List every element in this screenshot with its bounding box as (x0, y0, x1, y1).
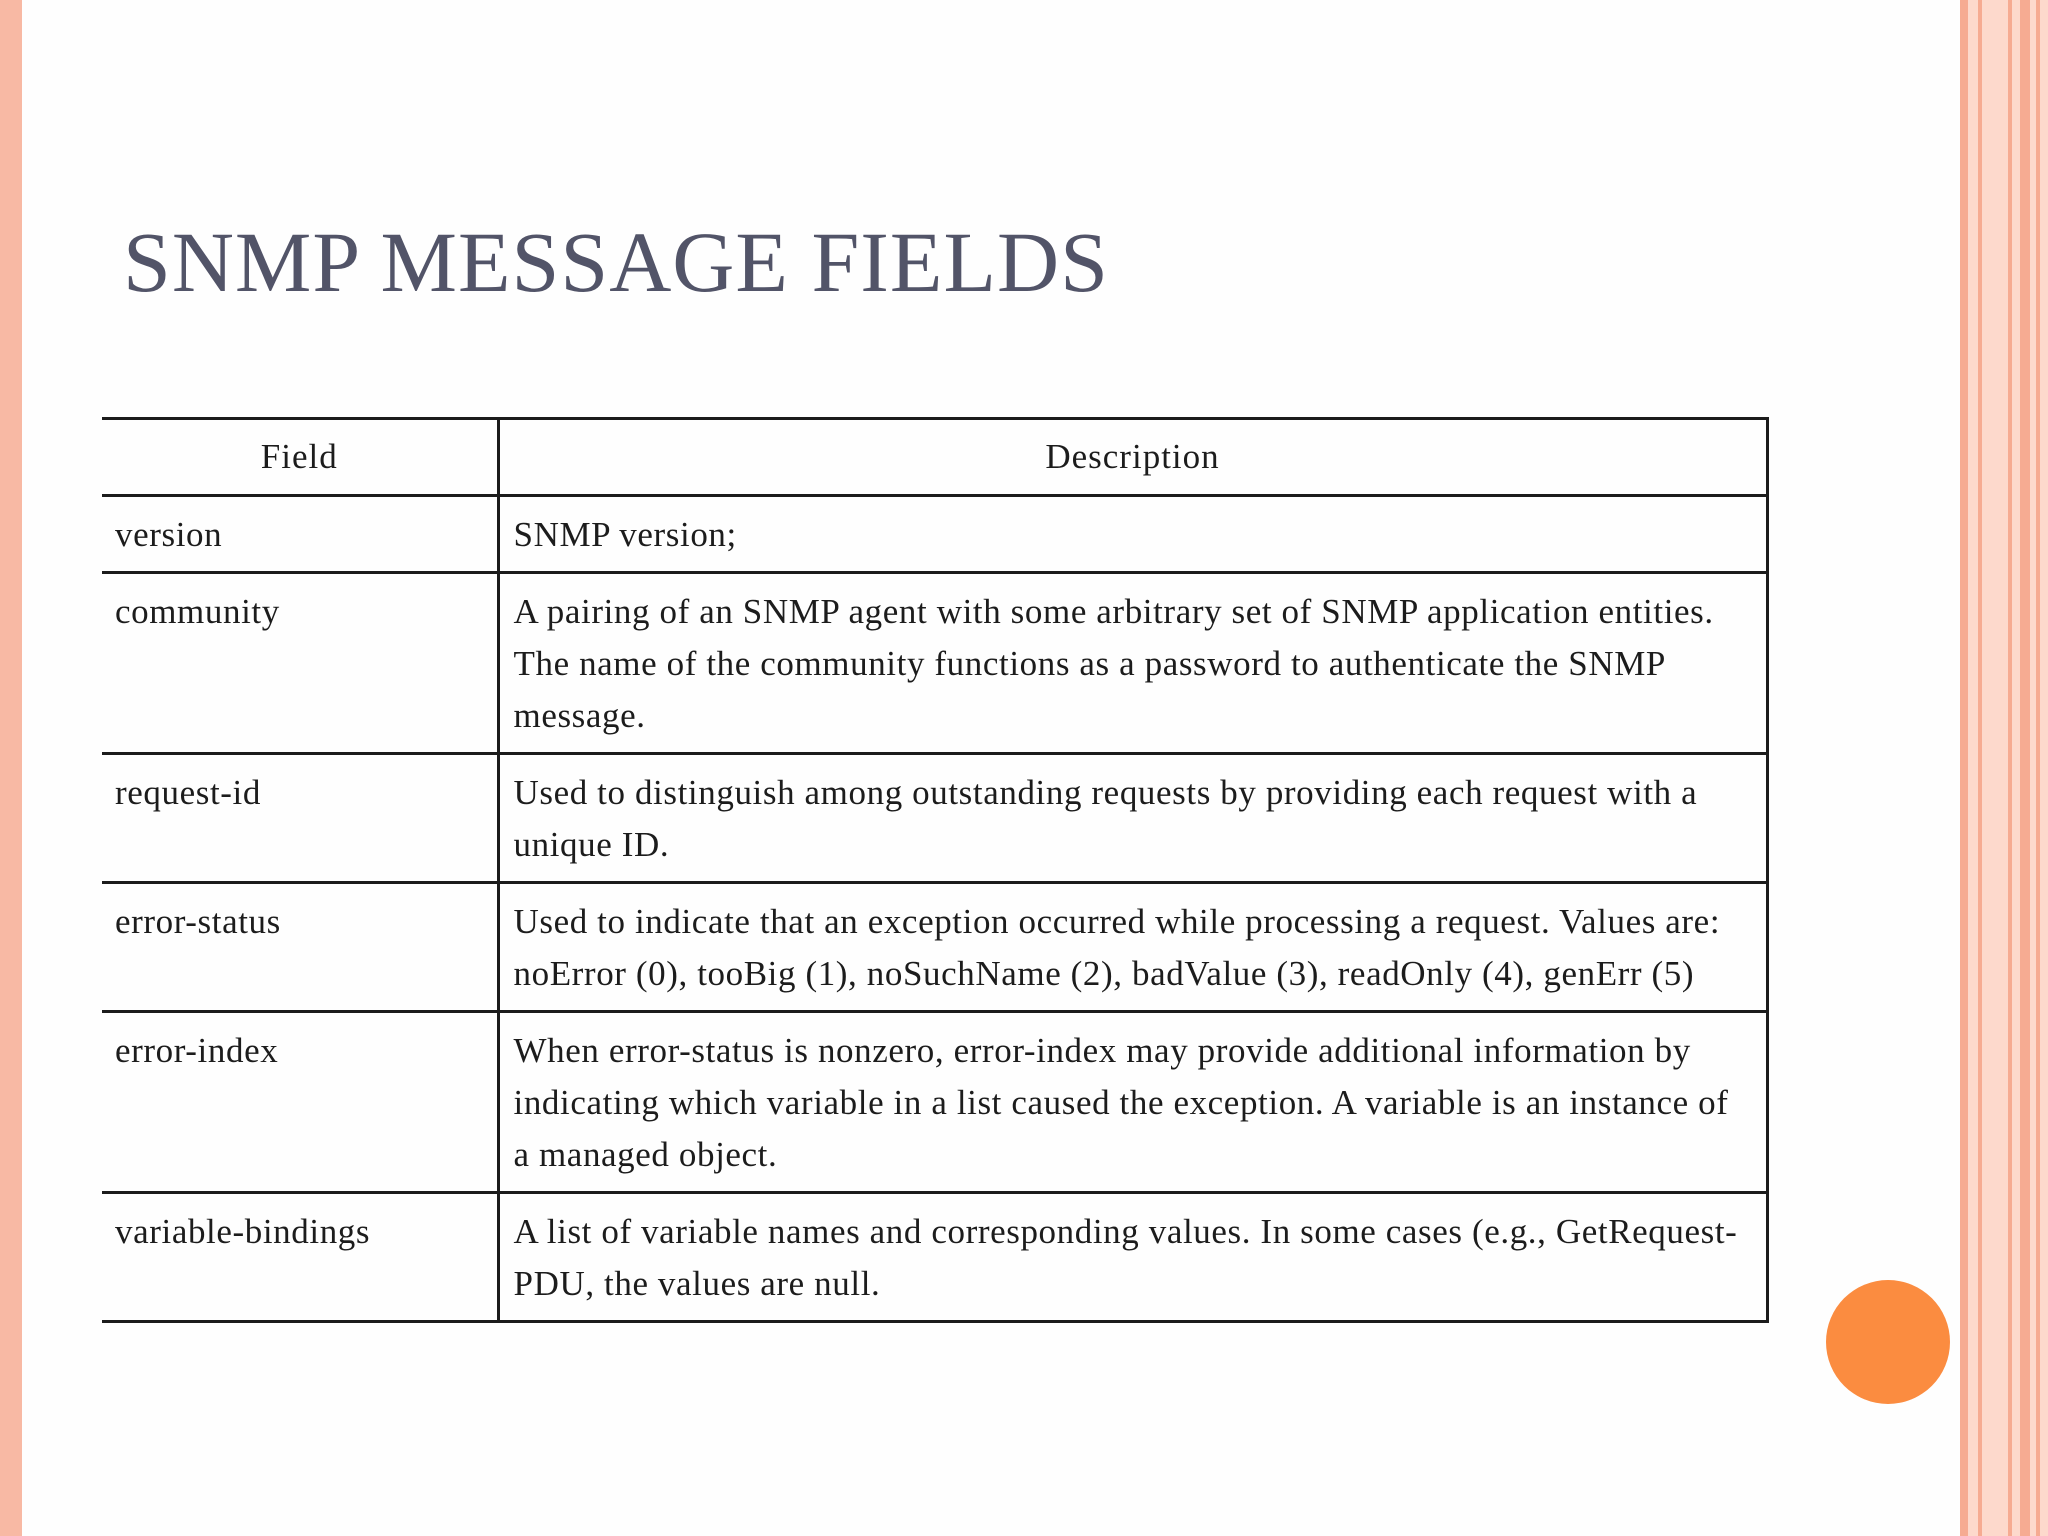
message-fields-table (102, 417, 1769, 1323)
field-description: SNMP version; (498, 496, 1767, 573)
right-decorative-line (1978, 0, 1982, 1536)
right-decorative-line (2020, 0, 2030, 1536)
field-name: error-index (102, 1012, 498, 1193)
field-name: request-id (102, 754, 498, 883)
table-row (102, 754, 1767, 883)
table-row (102, 496, 1767, 573)
field-name: community (102, 573, 498, 754)
right-decorative-line (2036, 0, 2040, 1536)
header-field: Field (102, 419, 498, 496)
field-description: Used to indicate that an exception occurred while processing a request. Values are: noError (0), tooBig (1), noSuchName (2), badValue (3), readOnly (4), genErr (5) (498, 883, 1767, 1012)
right-decorative-line (2008, 0, 2012, 1536)
table-row (102, 883, 1767, 1012)
decorative-orange-circle (1826, 1280, 1950, 1404)
table-row (102, 573, 1767, 754)
right-decorative-line (1960, 0, 1968, 1536)
slide-title: SNMP MESSAGE FIELDS (123, 214, 1109, 310)
field-description: When error-status is nonzero, error-index may provide additional information by indicating which variable in a list caused the exception. A variable is an instance of a managed object. (498, 1012, 1767, 1193)
table-row (102, 1193, 1767, 1322)
left-decorative-stripe (0, 0, 22, 1536)
header-description: Description (498, 419, 1767, 496)
table-row (102, 1012, 1767, 1193)
field-description: Used to distinguish among outstanding requests by providing each request with a unique ID. (498, 754, 1767, 883)
field-description: A list of variable names and corresponding values. In some cases (e.g., GetRequest-PDU, the values are null. (498, 1193, 1767, 1322)
field-description: A pairing of an SNMP agent with some arbitrary set of SNMP application entities. The name of the community functions as a password to authenticate the SNMP message. (498, 573, 1767, 754)
right-decorative-band (1960, 0, 2048, 1536)
field-name: variable-bindings (102, 1193, 498, 1322)
field-name: version (102, 496, 498, 573)
table-header-row (102, 419, 1767, 496)
field-name: error-status (102, 883, 498, 1012)
